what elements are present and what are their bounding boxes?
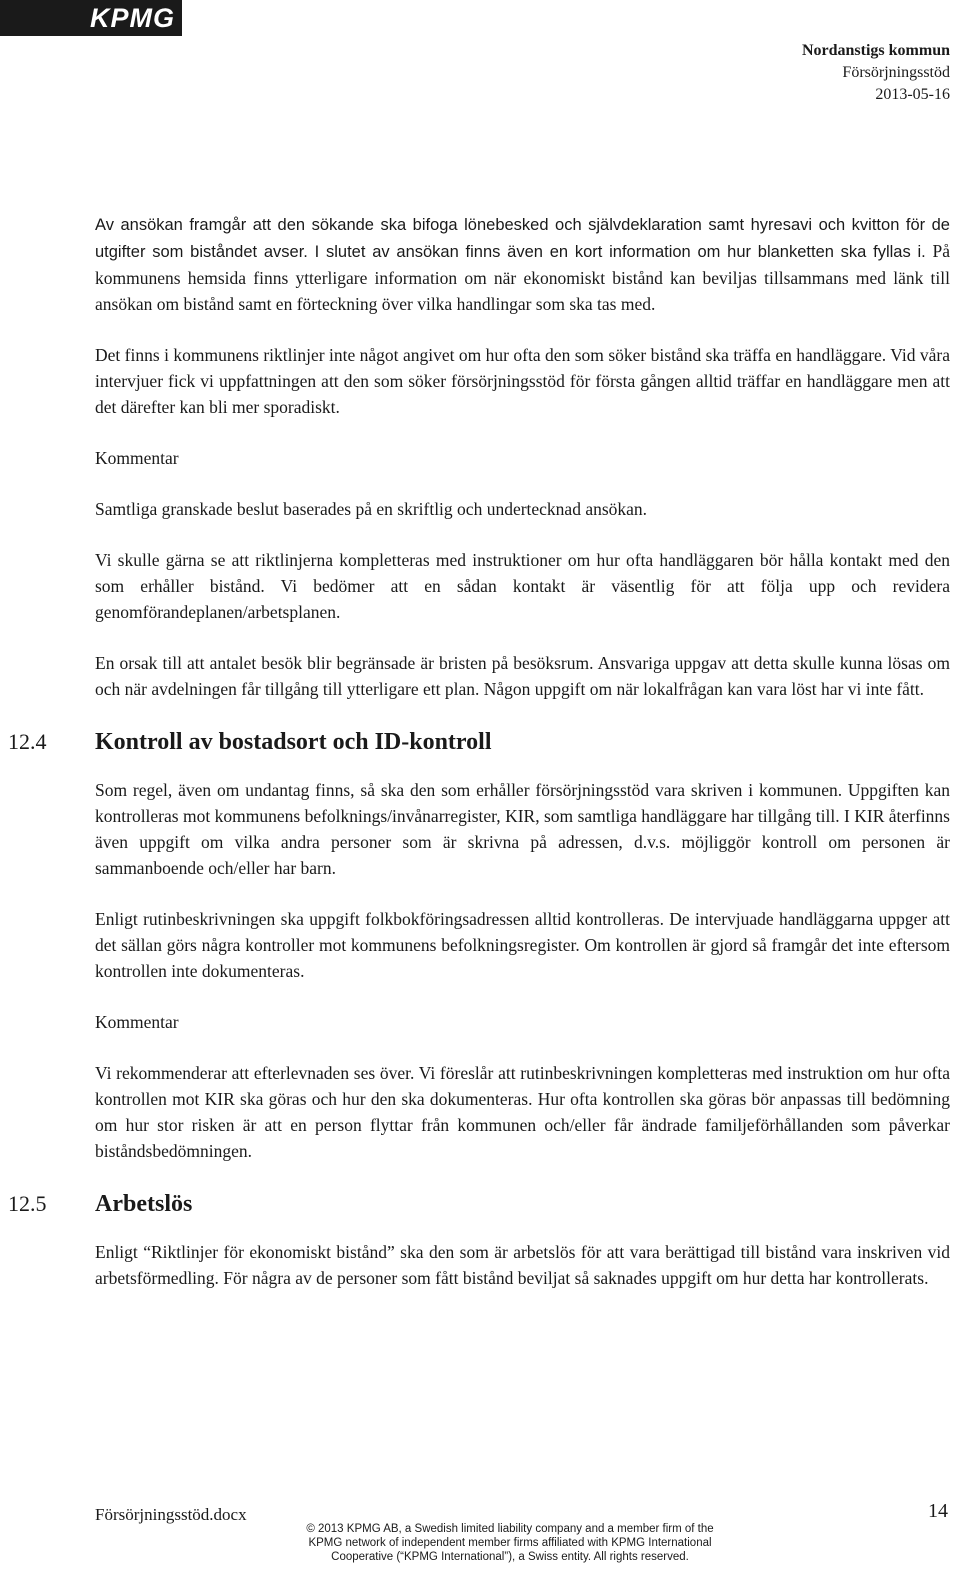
paragraph-8: Vi rekommenderar att efterlevnaden ses över. Vi föreslår att rutinbeskrivningen kompletteras med instruktion om hur ofta kontrollen mot KIR ska göras och hur den ska dokumenteras. Hur ofta kontrollen ska göras bör anpassas till bedömning om hur stor risken är att en person flyttar från kommunen och/eller får ändrade familjeförhållanden som påverkar biståndsbedömningen. bbox=[95, 1063, 950, 1161]
section-heading-12-5 bbox=[8, 1189, 950, 1219]
comment-heading-2: Kommentar bbox=[95, 1012, 179, 1032]
paragraph-3: Samtliga granskade beslut baserades på en skriftlig och undertecknad ansökan. bbox=[95, 499, 648, 519]
paragraph-6: Som regel, även om undantag finns, så ska den som erhåller försörjningsstöd vara skriven i kommunen. Uppgiften kan kontrolleras mot kommunens befolknings/invånarregister, KIR, som samtliga handläggare har tillgång till. I KIR återfinns även uppgift om vilka andra personer som är skrivna på adressen, d.v.s. möjliggör kontroll om personen är sammanboende och/eller har barn. bbox=[95, 780, 950, 878]
paragraph-9: Enligt “Riktlinjer för ekonomiskt bistånd” ska den som är arbetslös för att vara berättigad till bistånd vara inskriven vid arbetsförmedling. För några av de personer som fått bistånd beviljat så saknades uppgift om hur detta har kontrollerats. bbox=[95, 1242, 950, 1288]
paragraph-4: Vi skulle gärna se att riktlinjerna kompletteras med instruktioner om hur ofta handläggaren bör hålla kontakt med den som erhåller bistånd. Vi bedömer att en sådan kontakt är väsentlig för att följa upp och revidera genomförandeplanen/arbetsplanen. bbox=[95, 550, 950, 622]
paragraph-1 bbox=[95, 211, 950, 317]
section-number-12-4: 12.4 bbox=[8, 729, 47, 754]
kpmg-logo bbox=[0, 0, 182, 36]
header-subtitle: Försörjningsstöd bbox=[842, 64, 950, 81]
section-title-12-4: Kontroll av bostadsort och ID-kontroll bbox=[95, 729, 492, 755]
footer-filename: Försörjningsstöd.docx bbox=[95, 1505, 247, 1524]
header-organization: Nordanstigs kommun bbox=[801, 42, 950, 59]
section-number-12-5: 12.5 bbox=[8, 1191, 47, 1216]
paragraph-7: Enligt rutinbeskrivningen ska uppgift folkbokföringsadressen alltid kontrolleras. De intervjuade handläggarna uppger att det sällan görs några kontroller mot kommunens befolkningsregister. Om kontrollen är gjord så framgår det inte eftersom kontrollen inte dokumenteras. bbox=[95, 909, 950, 981]
section-title-12-5: Arbetslös bbox=[95, 1191, 193, 1217]
footer-copyright: © 2013 KPMG AB, a Swedish limited liability company and a member firm of the KPMG network of independent member firms affiliated with KPMG International Cooperative (“KPMG International”), a Swiss entity. All rights reserved. bbox=[306, 1523, 714, 1563]
header-date: 2013-05-16 bbox=[875, 86, 950, 103]
paragraph-2: Det finns i kommunens riktlinjer inte något angivet om hur ofta den som söker bistånd ska träffa en handläggare. Vid våra intervjuer fick vi uppfattningen att den som söker försörjningsstöd för första gången alltid träffar en handläggare men att det därefter kan bli mer sporadiskt. bbox=[95, 345, 950, 417]
page-number: 14 bbox=[928, 1500, 948, 1522]
paragraph-5: En orsak till att antalet besök blir begränsade är bristen på besöksrum. Ansvariga uppgav att detta skulle kunna lösas om och när avdelningen får tillgång till ytterligare ett plan. Någon uppgift om när lokalfrågan kan vara löst har vi inte fått. bbox=[95, 653, 950, 699]
paragraph-1-part-1: Av ansökan framgår att den sökande ska bifoga lönebesked och självdeklaration samt hyresavi och kvitton för de utgifter som biståndet avser. I slutet av ansökan finns även en kort information om hur blanketten ska fyllas i. bbox=[95, 216, 950, 261]
logo-text: KPMG bbox=[90, 2, 175, 33]
section-heading-12-4 bbox=[8, 727, 950, 757]
paragraph-1-part-2: På kommunens hemsida finns ytterligare information om när ekonomiskt bistånd kan beviljas tillsammans med länk till ansökan om bistånd samt en förteckning över vilka handlingar som ska tas med. bbox=[95, 241, 950, 314]
comment-heading-1: Kommentar bbox=[95, 448, 179, 468]
document-body bbox=[8, 211, 950, 1316]
page-header bbox=[802, 40, 950, 106]
